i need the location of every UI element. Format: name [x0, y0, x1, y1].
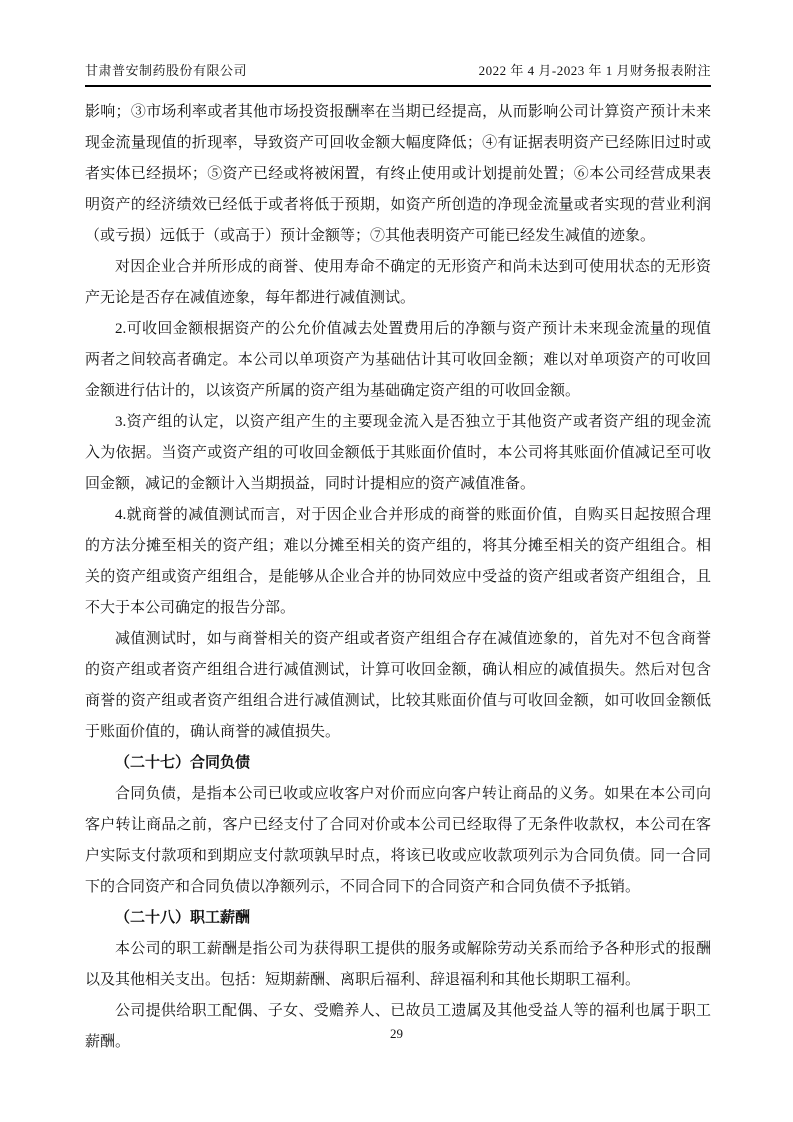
header-company-name: 甘肃普安制药股份有限公司	[85, 63, 248, 78]
document-body	[85, 97, 711, 1058]
document-header	[85, 60, 711, 87]
paragraph-impairment-indicators: 影响；③市场利率或者其他市场投资报酬率在当期已经提高，从而影响公司计算资产预计未来现金流量现值的折现率，导致资产可回收金额大幅度降低；④有证据表明资产已经陈旧过时或者实体已经损坏；⑤资产已经或将被闲置，有终止使用或计划提前处置；⑥本公司经营成果表明资产的经济绩效已经低于或者将低于预期，如资产所创造的净现金流量或者实现的营业利润（或亏损）远低于（或高于）预计金额等；⑦其他表明资产可能已经发生减值的迹象。	[85, 104, 711, 244]
paragraph-contract-liabilities: 合同负债，是指本公司已收或应收客户对价而应向客户转让商品的义务。如果在本公司向客户转让商品之前，客户已经支付了合同对价或本公司已经取得了无条件收款权，本公司在客户实际支付款项和到期应支付款项孰早时点，将该已收或应收款项列示为合同负债。同一合同下的合同资产和合同负债以净额列示，不同合同下的合同资产和合同负债不予抵销。	[85, 786, 711, 895]
section-heading-employee-compensation: （二十八）职工薪酬	[115, 910, 251, 926]
page-footer	[0, 1026, 793, 1042]
section-heading-contract-liabilities: （二十七）合同负债	[115, 755, 251, 771]
paragraph-goodwill-allocation: 4.就商誉的减值测试而言，对于因企业合并形成的商誉的账面价值，自购买日起按照合理的方法分摊至相关的资产组；难以分摊至相关的资产组的，将其分摊至相关的资产组组合。相关的资产组或资产组组合，是能够从企业合并的协同效应中受益的资产组或者资产组组合，且不大于本公司确定的报告分部。	[85, 507, 711, 616]
paragraph-goodwill-annual-test: 对因企业合并所形成的商誉、使用寿命不确定的无形资产和尚未达到可使用状态的无形资产无论是否存在减值迹象，每年都进行减值测试。	[85, 259, 711, 306]
paragraph-employee-compensation-definition: 本公司的职工薪酬是指公司为获得职工提供的服务或解除劳动关系而给予各种形式的报酬以及其他相关支出。包括：短期薪酬、离职后福利、辞退福利和其他长期职工福利。	[85, 941, 711, 988]
paragraph-impairment-test-procedure: 减值测试时，如与商誉相关的资产组或者资产组组合存在减值迹象的，首先对不包含商誉的资产组或者资产组组合进行减值测试，计算可收回金额，确认相应的减值损失。然后对包含商誉的资产组或者资产组组合进行减值测试，比较其账面价值与可收回金额，如可收回金额低于账面价值的，确认商誉的减值损失。	[85, 631, 711, 740]
paragraph-recoverable-amount: 2.可收回金额根据资产的公允价值减去处置费用后的净额与资产预计未来现金流量的现值两者之间较高者确定。本公司以单项资产为基础估计其可收回金额；难以对单项资产的可收回金额进行估计的，以该资产所属的资产组为基础确定资产组的可收回金额。	[85, 321, 711, 399]
paragraph-employee-benefits-scope: 公司提供给职工配偶、子女、受赡养人、已故员工遗属及其他受益人等的福利也属于职工薪酬。	[85, 1003, 711, 1050]
paragraph-asset-group-recognition: 3.资产组的认定，以资产组产生的主要现金流入是否独立于其他资产或者资产组的现金流入为依据。当资产或资产组的可收回金额低于其账面价值时，本公司将其账面价值减记至可收回金额，减记的金额计入当期损益，同时计提相应的资产减值准备。	[85, 414, 711, 492]
header-report-title: 2022 年 4 月-2023 年 1 月财务报表附注	[478, 63, 711, 78]
page-number: 29	[390, 1026, 403, 1041]
